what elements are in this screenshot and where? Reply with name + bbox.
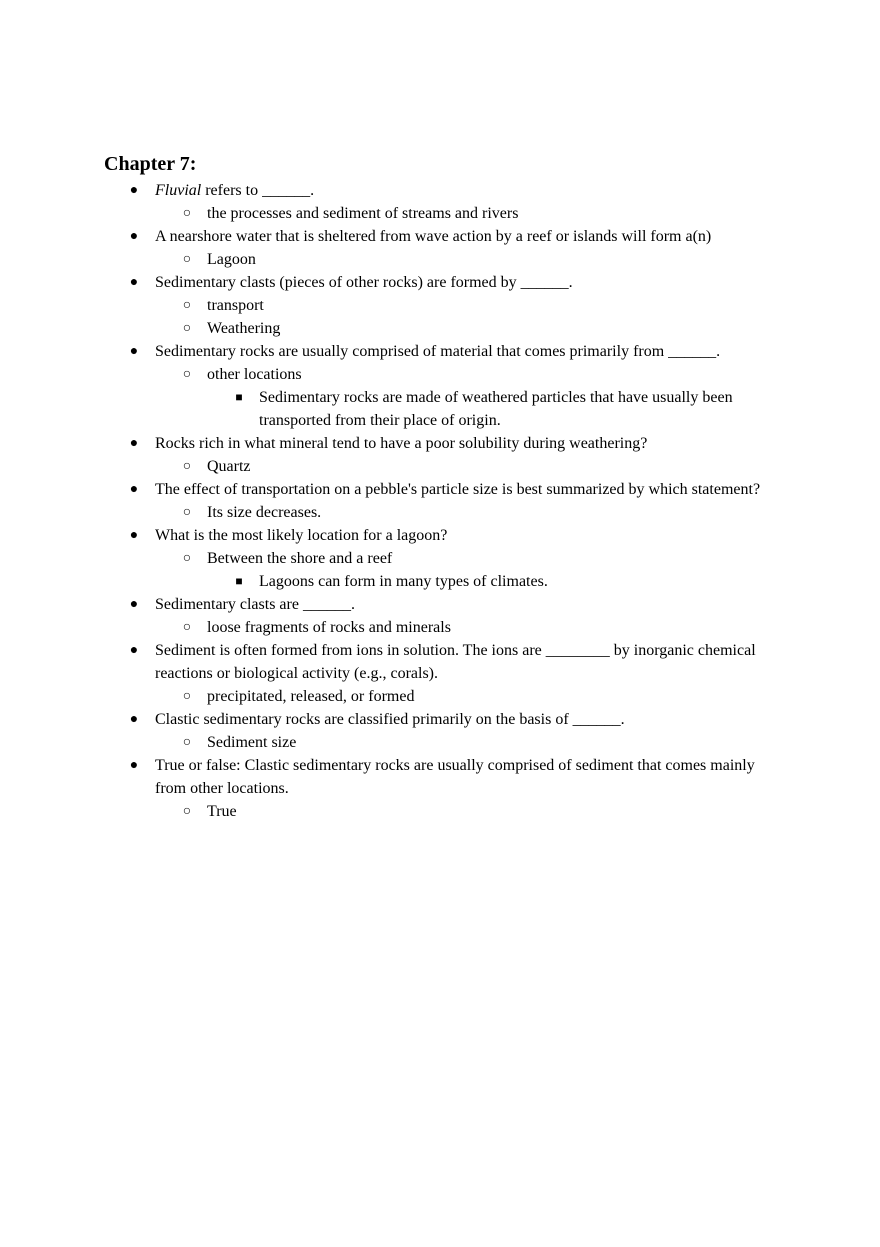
- list-item: [0, 685, 770, 708]
- chapter-title: Chapter 7:: [104, 153, 197, 175]
- item-text: Rocks rich in what mineral tend to have a poor solubility during weathering?: [155, 435, 648, 452]
- list-item: [0, 386, 779, 432]
- hollow-circle-bullet-icon: ○: [182, 252, 192, 267]
- hollow-circle-bullet-icon: ○: [182, 735, 192, 750]
- list-item: [0, 800, 770, 823]
- hollow-circle-bullet-icon: ○: [182, 321, 192, 336]
- square-bullet-icon: ■: [235, 574, 243, 588]
- list-item: [0, 294, 770, 317]
- list-item: [0, 570, 779, 593]
- item-text: the processes and sediment of streams and rivers: [207, 205, 519, 222]
- item-text: Sediment size: [207, 734, 297, 751]
- list-item: [0, 593, 770, 616]
- list-item: [0, 754, 770, 800]
- list-item: [0, 501, 770, 524]
- filled-circle-bullet-icon: ●: [129, 643, 139, 658]
- list-item: [0, 202, 770, 225]
- filled-circle-bullet-icon: ●: [129, 436, 139, 451]
- item-text: refers to ______.: [201, 182, 315, 199]
- item-text: Weathering: [207, 320, 281, 337]
- filled-circle-bullet-icon: ●: [129, 712, 139, 727]
- list-item: [0, 708, 770, 731]
- item-text: Sedimentary clasts (pieces of other rocks) are formed by ______.: [155, 274, 573, 291]
- hollow-circle-bullet-icon: ○: [182, 206, 192, 221]
- filled-circle-bullet-icon: ●: [129, 229, 139, 244]
- list-item: [0, 455, 770, 478]
- hollow-circle-bullet-icon: ○: [182, 689, 192, 704]
- list-item: [0, 639, 770, 685]
- list-item: [0, 363, 770, 386]
- item-text: Sediment is often formed from ions in solution. The ions are ________ by inorganic chemical reactions or biological activity (e.g., corals).: [155, 642, 756, 682]
- item-text: other locations: [207, 366, 302, 383]
- item-text: True: [207, 803, 237, 820]
- hollow-circle-bullet-icon: ○: [182, 367, 192, 382]
- item-text: True or false: Clastic sedimentary rocks are usually comprised of sediment that comes mainly from other locations.: [155, 757, 755, 797]
- hollow-circle-bullet-icon: ○: [182, 804, 192, 819]
- item-text: A nearshore water that is sheltered from wave action by a reef or islands will form a(n): [155, 228, 712, 245]
- list-item: [0, 340, 770, 363]
- filled-circle-bullet-icon: ●: [129, 528, 139, 543]
- item-text: Lagoon: [207, 251, 256, 268]
- list-item: [0, 432, 770, 455]
- hollow-circle-bullet-icon: ○: [182, 298, 192, 313]
- hollow-circle-bullet-icon: ○: [182, 620, 192, 635]
- item-text: Lagoons can form in many types of climates.: [259, 573, 548, 590]
- item-text: The effect of transportation on a pebble's particle size is best summarized by which statement?: [155, 481, 761, 498]
- list-item: [0, 317, 770, 340]
- item-text: Sedimentary rocks are made of weathered particles that have usually been transported from their place of origin.: [259, 389, 733, 429]
- item-text: loose fragments of rocks and minerals: [207, 619, 451, 636]
- italic-term: Fluvial: [155, 182, 202, 199]
- list-item: [0, 478, 770, 501]
- filled-circle-bullet-icon: ●: [129, 482, 139, 497]
- item-text: Sedimentary clasts are ______.: [155, 596, 355, 613]
- hollow-circle-bullet-icon: ○: [182, 551, 192, 566]
- list-item: [0, 524, 770, 547]
- item-text: What is the most likely location for a lagoon?: [155, 527, 448, 544]
- list-item: [0, 616, 770, 639]
- item-text: Sedimentary rocks are usually comprised of material that comes primarily from ______.: [155, 343, 721, 360]
- square-bullet-icon: ■: [235, 390, 243, 404]
- item-text: Quartz: [207, 458, 251, 475]
- filled-circle-bullet-icon: ●: [129, 344, 139, 359]
- hollow-circle-bullet-icon: ○: [182, 505, 192, 520]
- item-text: Between the shore and a reef: [207, 550, 393, 567]
- item-text: precipitated, released, or formed: [207, 688, 415, 705]
- filled-circle-bullet-icon: ●: [129, 597, 139, 612]
- hollow-circle-bullet-icon: ○: [182, 459, 192, 474]
- list-item: [0, 271, 770, 294]
- filled-circle-bullet-icon: ●: [129, 183, 139, 198]
- list-item: [0, 731, 770, 754]
- outline-list: [0, 179, 880, 823]
- item-text: Its size decreases.: [207, 504, 322, 521]
- list-item: [0, 248, 770, 271]
- filled-circle-bullet-icon: ●: [129, 758, 139, 773]
- list-item: [0, 225, 770, 248]
- list-item: [0, 179, 770, 202]
- filled-circle-bullet-icon: ●: [129, 275, 139, 290]
- item-text: transport: [207, 297, 264, 314]
- item-text: Clastic sedimentary rocks are classified primarily on the basis of ______.: [155, 711, 625, 728]
- list-item: [0, 547, 770, 570]
